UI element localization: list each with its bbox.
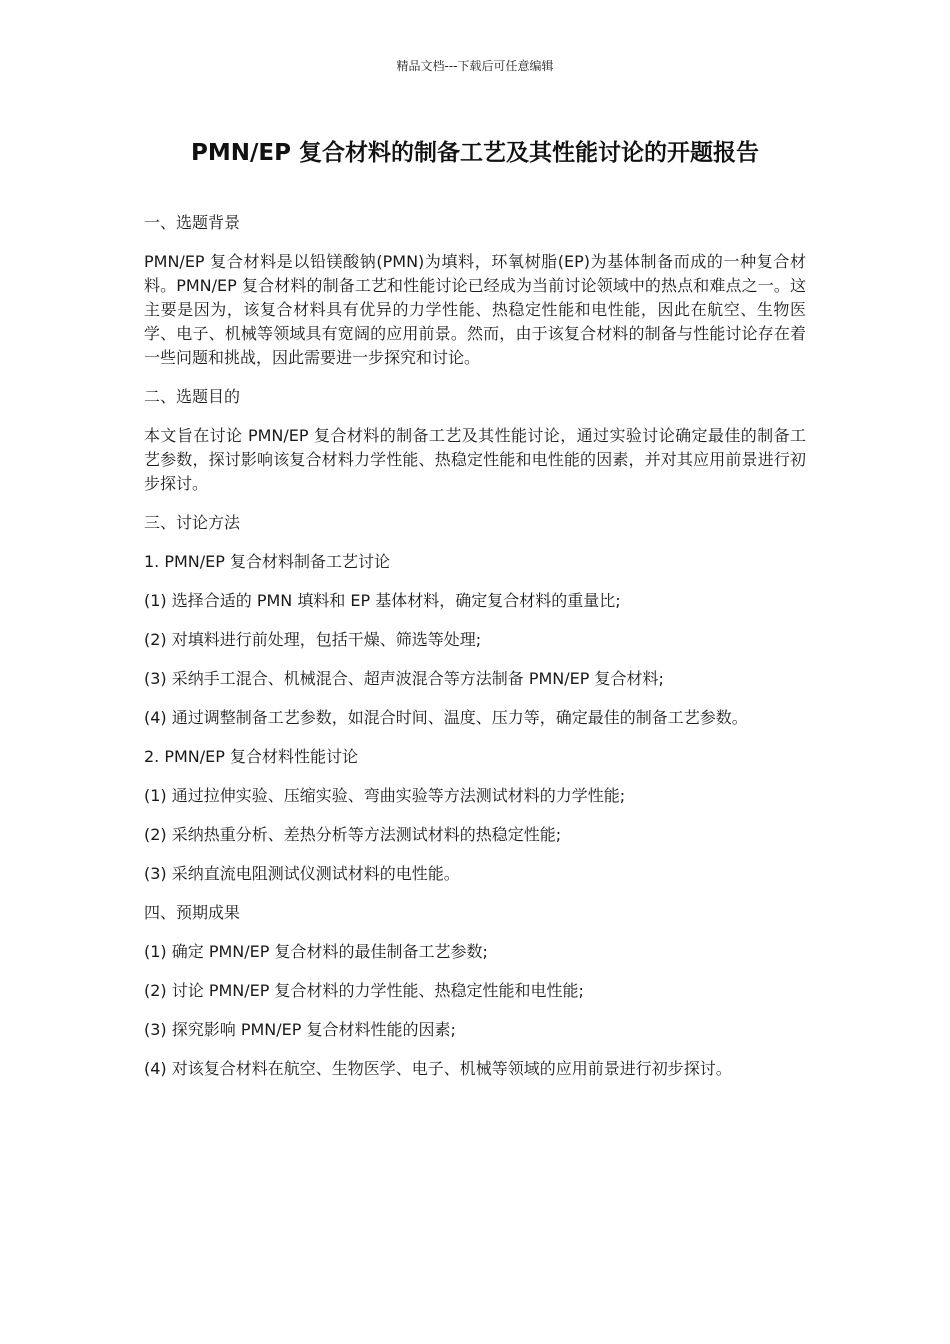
list-item: (1) 通过拉伸实验、压缩实验、弯曲实验等方法测试材料的力学性能; (144, 786, 626, 805)
list-item: (1) 选择合适的 PMN 填料和 EP 基体材料，确定复合材料的重量比; (144, 591, 621, 610)
subheading-performance-study: 2. PMN/EP 复合材料性能讨论 (144, 747, 359, 766)
document-title: PMN/EP 复合材料的制备工艺及其性能讨论的开题报告 (191, 140, 759, 166)
document-body (144, 211, 806, 1096)
list-item: (4) 通过调整制备工艺参数，如混合时间、温度、压力等，确定最佳的制备工艺参数。 (144, 708, 748, 727)
list-item: (4) 对该复合材料在航空、生物医学、电子、机械等领域的应用前景进行初步探讨。 (144, 1059, 732, 1078)
section-heading-results: 四、预期成果 (144, 903, 241, 922)
list-item: (2) 对填料进行前处理，包括干燥、筛选等处理; (144, 630, 482, 649)
section-heading-background: 一、选题背景 (144, 213, 241, 232)
subheading-preparation-process: 1. PMN/EP 复合材料制备工艺讨论 (144, 552, 391, 571)
page-header: 精品文档---下载后可任意编辑 (396, 59, 554, 73)
section-heading-purpose: 二、选题目的 (144, 387, 241, 406)
list-item: (3) 探究影响 PMN/EP 复合材料性能的因素; (144, 1020, 456, 1039)
background-paragraph: PMN/EP 复合材料是以铅镁酸钠(PMN)为填料，环氧树脂(EP)为基体制备而成的一种复合材料。PMN/EP 复合材料的制备工艺和性能讨论已经成为当前讨论领域中的热点和难点之一。这主要是因为，该复合材料具有优异的力学性能、热稳定性能和电性能，因此在航空、生物医学、电子、机械等领域具有宽阔的应用前景。然而，由于该复合材料的制备与性能讨论存在着一些问题和挑战，因此需要进一步探究和讨论。 (144, 252, 806, 367)
list-item: (3) 采纳手工混合、机械混合、超声波混合等方法制备 PMN/EP 复合材料; (144, 669, 664, 688)
list-item: (1) 确定 PMN/EP 复合材料的最佳制备工艺参数; (144, 942, 488, 961)
list-item: (2) 讨论 PMN/EP 复合材料的力学性能、热稳定性能和电性能; (144, 981, 584, 1000)
list-item: (2) 采纳热重分析、差热分析等方法测试材料的热稳定性能; (144, 825, 562, 844)
list-item: (3) 采纳直流电阻测试仪测试材料的电性能。 (144, 864, 460, 883)
section-heading-method: 三、讨论方法 (144, 513, 241, 532)
purpose-paragraph: 本文旨在讨论 PMN/EP 复合材料的制备工艺及其性能讨论，通过实验讨论确定最佳的制备工艺参数，探讨影响该复合材料力学性能、热稳定性能和电性能的因素，并对其应用前景进行初步探讨。 (144, 426, 806, 493)
